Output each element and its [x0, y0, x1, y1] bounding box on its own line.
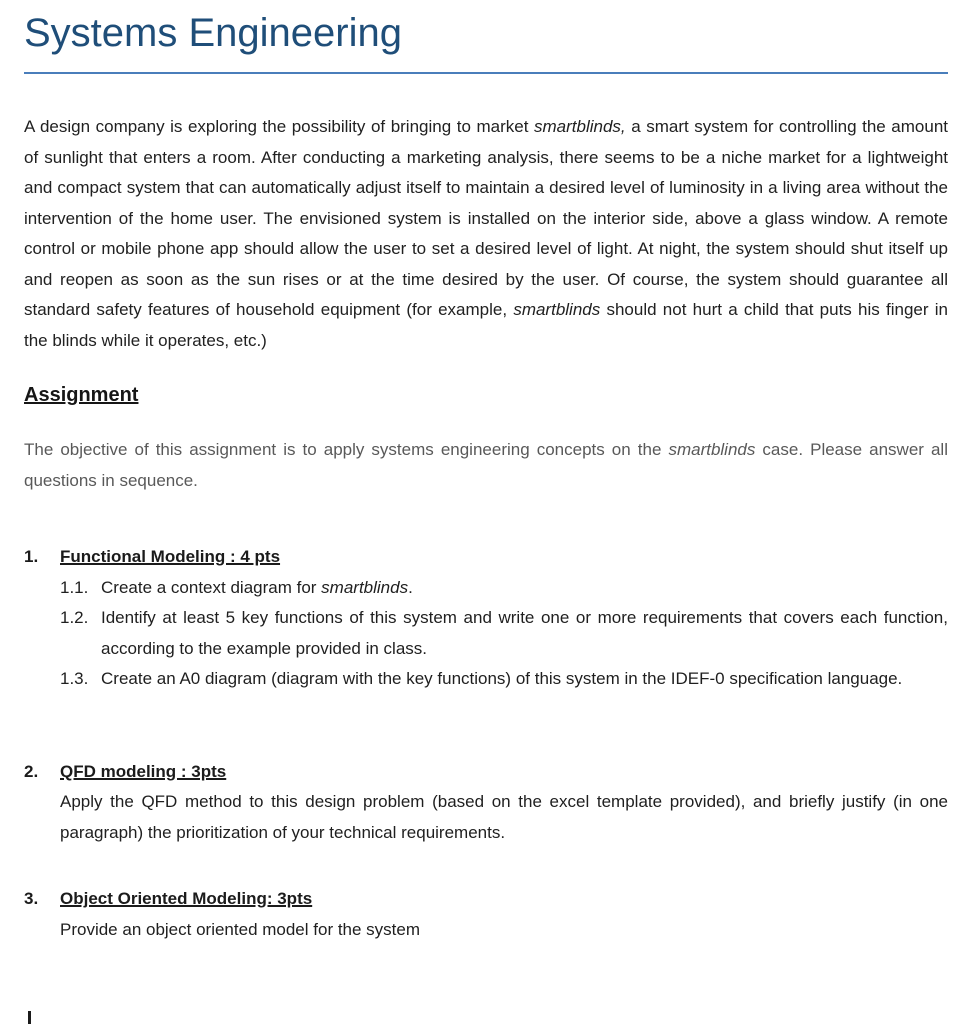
subitem-1-2-number: 1.2.	[60, 608, 89, 627]
question-2-body: Apply the QFD method to this design problem (based on the excel template provided), and briefly justify (in one paragraph) the prioritization of your technical requirements.	[60, 792, 948, 842]
title-rule	[24, 72, 948, 74]
question-3-heading-row	[24, 884, 948, 915]
subitem-1-1-seg-2: .	[408, 577, 413, 597]
subitem-1-1-number: 1.1.	[60, 577, 89, 597]
subitem-1-3-number: 1.3.	[60, 669, 89, 688]
subitem-1-2-text: Identify at least 5 key functions of this system and write one or more requirements that covers each function, according to the example provided in class.	[101, 608, 948, 658]
cutoff-text-mark	[28, 1011, 31, 1024]
question-2-number: 2.	[24, 761, 39, 781]
smartblinds-italic-1: smartblinds,	[534, 117, 626, 136]
objective-text-2: case. Please answer all questions in sequence.	[24, 440, 948, 490]
question-1-heading-row	[24, 542, 948, 573]
question-3-body: Provide an object oriented model for the system	[60, 919, 421, 939]
objective-text-1: The objective of this assignment is to apply systems engineering concepts on the	[24, 440, 669, 459]
intro-text-3: should not hurt a child that puts his finger in the blinds while it operates, etc.)	[24, 300, 948, 350]
subitem-1-1	[60, 573, 948, 604]
subitem-1-1-seg-1: Create a context diagram for	[101, 577, 322, 597]
intro-text-2: a smart system for controlling the amount of sunlight that enters a room. After conducting a marketing analysis, there seems to be a niche market for a lightweight and compact system that can automatically adjust itself to maintain a desired level of luminosity in a living area without the intervention of the home user. The envisioned system is installed on the interior side, above a glass window. A remote control or mobile phone app should allow the user to set a desired level of light. At night, the system should shut itself up and reopen as soon as the sun rises or at the time desired by the user. Of course, the system should guarantee all standard safety features of household equipment (for example,	[24, 117, 948, 319]
intro-paragraph	[24, 112, 948, 356]
assignment-heading-text: Assignment	[24, 384, 139, 406]
question-1	[24, 542, 948, 695]
subitem-1-3	[60, 664, 948, 695]
subitem-1-3-text: Create an A0 diagram (diagram with the key functions) of this system in the IDEF-0 specification language.	[101, 669, 903, 688]
subitem-1-1-text	[101, 573, 948, 604]
page-title: Systems Engineering	[24, 11, 402, 55]
intro-text-1: A design company is exploring the possibility of bringing to market	[24, 117, 534, 136]
question-3-number: 3.	[24, 889, 39, 908]
objective-paragraph	[24, 435, 948, 496]
smartblinds-italic-4: smartblinds	[321, 577, 409, 597]
question-1-number: 1.	[24, 547, 39, 566]
question-list	[24, 542, 948, 945]
question-2	[24, 757, 948, 849]
question-1-heading: Functional Modeling : 4 pts	[60, 547, 281, 566]
question-2-heading-row	[24, 757, 948, 788]
assignment-heading	[24, 382, 948, 409]
smartblinds-italic-3: smartblinds	[668, 440, 756, 459]
smartblinds-italic-2: smartblinds	[513, 300, 601, 319]
subitem-1-2	[60, 603, 948, 664]
question-2-heading: QFD modeling : 3pts	[60, 761, 227, 781]
question-3-heading: Object Oriented Modeling: 3pts	[60, 889, 313, 908]
question-3	[24, 884, 948, 945]
